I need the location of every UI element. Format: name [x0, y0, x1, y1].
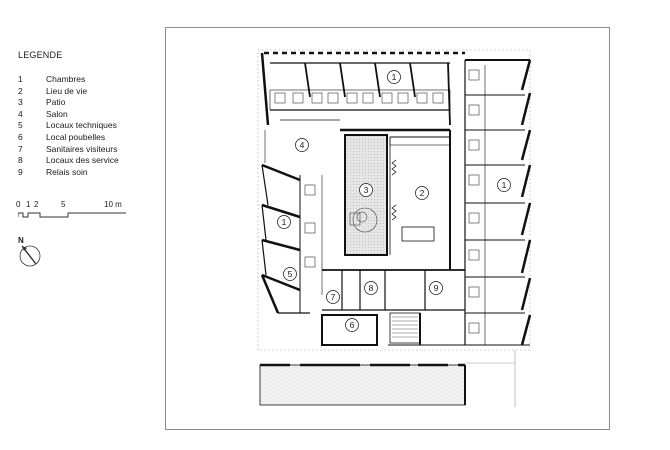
right-bedroom-fixtures [469, 70, 479, 333]
scale-bar [18, 211, 128, 219]
room-marker-label: 2 [419, 188, 425, 198]
room-marker [278, 216, 291, 229]
room-marker [346, 319, 359, 332]
room-marker [284, 268, 297, 281]
legend-number: 3 [18, 97, 23, 108]
north-arrow-icon [14, 234, 50, 274]
legend-number: 4 [18, 108, 23, 119]
room-marker-label: 1 [391, 72, 397, 82]
room-marker [498, 179, 511, 192]
legend-item [18, 120, 119, 132]
room-marker-label: 5 [287, 269, 293, 279]
legend-label: Locaux des service [46, 155, 119, 166]
legend-number: 2 [18, 85, 23, 96]
room-marker-label: 1 [281, 217, 287, 227]
scale-tick-label: 5 [61, 200, 66, 209]
room-marker-label: 3 [363, 185, 369, 195]
left-bedroom-column [262, 165, 322, 313]
neighbouring-building [260, 365, 465, 405]
scale-tick-label: 1 [26, 200, 31, 209]
legend-item [18, 144, 119, 156]
patio-zigzag [392, 160, 396, 220]
scale-labels [16, 200, 146, 210]
stair [392, 317, 418, 337]
legend-label: Sanitaires visiteurs [46, 143, 118, 154]
room-marker [360, 184, 373, 197]
room-marker-label: 8 [368, 283, 374, 293]
room-marker [388, 71, 401, 84]
legend-item [18, 167, 119, 179]
room-marker [365, 282, 378, 295]
legend-label: Salon [46, 108, 68, 119]
legend-number: 1 [18, 74, 23, 84]
left-bedroom-fixtures [305, 185, 315, 267]
legend-label: Locaux techniques [46, 120, 117, 131]
legend-item [18, 132, 119, 144]
scale-tick-label: 0 [16, 200, 21, 209]
service-block [322, 270, 530, 345]
scale-tick-label: 2 [34, 200, 39, 209]
legend-item [18, 74, 119, 86]
room-marker-label: 9 [433, 283, 439, 293]
legend-item [18, 97, 119, 109]
legend-item [18, 109, 119, 121]
room-marker [416, 187, 429, 200]
room-marker [327, 291, 340, 304]
right-bedroom-column [465, 60, 530, 345]
legend-label: Chambres [46, 74, 86, 84]
legend-list [18, 74, 119, 178]
room-marker-label: 7 [330, 292, 336, 302]
legend-item [18, 86, 119, 98]
top-bedroom-row [262, 53, 465, 125]
room-marker [296, 139, 309, 152]
legend-number: 5 [18, 120, 23, 131]
scale-tick-label: 10 m [104, 200, 122, 209]
legend-number: 9 [18, 166, 23, 177]
room-marker-label: 1 [501, 180, 507, 190]
room-marker [430, 282, 443, 295]
legend-number: 6 [18, 131, 23, 142]
svg-text:N: N [18, 236, 24, 245]
floor-plan [250, 45, 550, 410]
legend-label: Local poubelles [46, 131, 106, 142]
legend-title: LEGENDE [18, 50, 63, 60]
top-bedroom-fixtures [275, 93, 443, 103]
legend-item [18, 155, 119, 167]
room-marker-label: 6 [349, 320, 355, 330]
legend-label: Relais soin [46, 166, 88, 177]
legend-label: Patio [46, 97, 66, 108]
legend-number: 7 [18, 143, 23, 154]
legend-number: 8 [18, 155, 23, 166]
legend-label: Lieu de vie [46, 85, 88, 96]
room-marker-label: 4 [299, 140, 305, 150]
